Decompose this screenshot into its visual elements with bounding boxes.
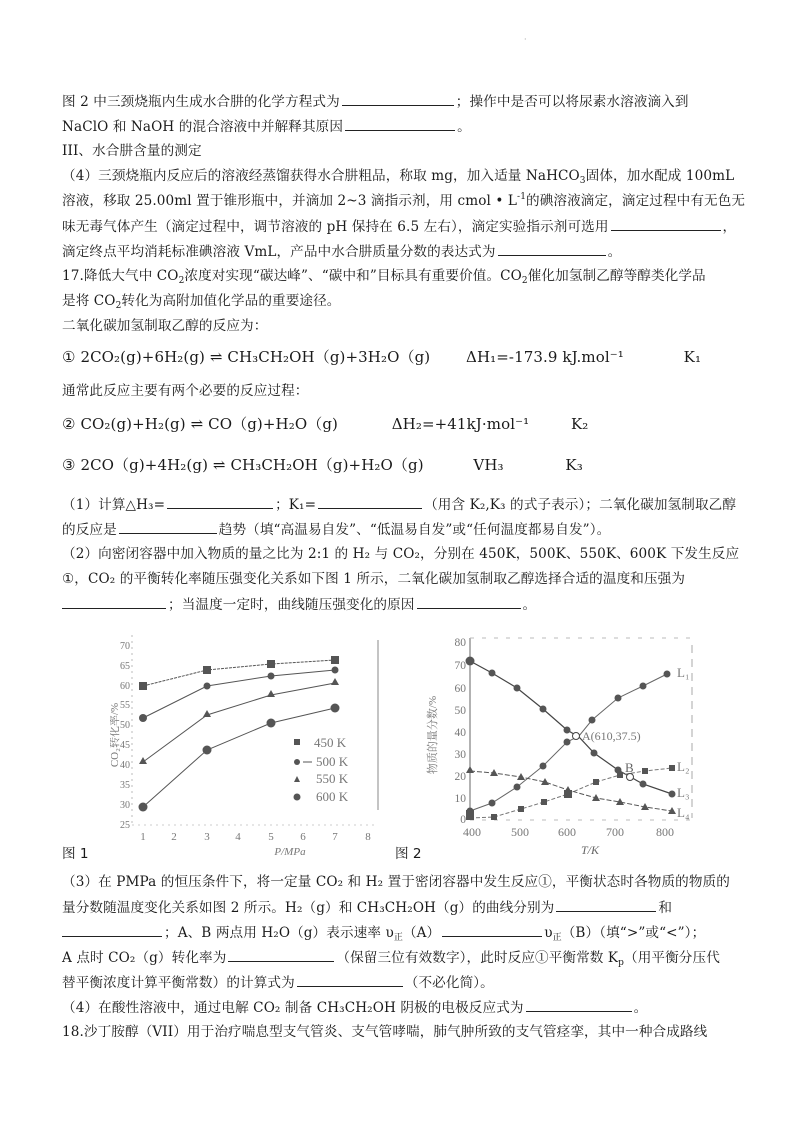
svg-text:8: 8 [365,831,371,843]
svg-text:40: 40 [454,727,466,739]
text: （用平衡分压代 [624,950,720,966]
superscript: -1 [517,192,527,202]
enthalpy-change: ΔH₁=-173.9 kJ.mol⁻¹ [466,348,624,366]
answer-blank[interactable] [345,116,455,131]
text: （B）（填“>”或“<”）； [561,925,706,941]
text: 。 [607,244,622,260]
text-line [62,216,736,237]
svg-text:65: 65 [120,661,130,672]
svg-text:50: 50 [120,720,130,731]
text: （不必化简）。 [404,975,494,991]
text-line [62,972,494,993]
svg-text:500 K: 500 K [316,754,349,769]
answer-blank[interactable] [526,997,632,1012]
svg-text:35: 35 [120,780,130,791]
subscript: 正 [393,933,403,943]
text: 滴定终点平均消耗标准碘溶液 VmL，产品中水合肼质量分数的表达式为 [62,244,496,260]
figure-1-xlabel: P/MPa [274,846,306,855]
svg-text:L₃: L₃ [677,785,690,800]
svg-text:50: 50 [454,705,466,717]
question-17-part-3 [62,872,730,892]
svg-text:800: 800 [656,825,674,839]
svg-text:30: 30 [120,800,130,811]
subscript: 2 [115,301,122,311]
svg-text:70: 70 [120,641,130,652]
svg-text:0: 0 [460,814,466,826]
text: （3）在 PMPa 的恒压条件下，将一定量 CO₂ 和 H₂ 置于密闭容器中发生反应①，平衡状态时各物质的物质的 [62,874,730,890]
figure-1-svg [110,625,400,855]
subscript: p [618,958,625,968]
svg-text:60: 60 [454,683,466,695]
text: 固体，加水配成 100mL [585,168,735,184]
text-line [62,91,689,112]
text: 转化为高附加值化学品的重要途径。 [121,293,341,309]
svg-text:600 K: 600 K [316,789,349,804]
question-18-intro [62,1022,707,1042]
text: （1）计算△H₃= [62,497,166,513]
answer-blank[interactable] [417,594,521,609]
equilibrium-arrow-icon: ⇌ [212,456,226,474]
figure-2-caption: 图 2 [395,846,422,862]
svg-text:400: 400 [463,825,481,839]
text: 通常此反应主要有两个必要的反应过程： [62,383,309,399]
section-heading [62,141,202,161]
text-line [62,241,621,262]
equation-lhs: CO₂(g)+H₂(g) [80,415,186,433]
figure-1-caption: 图 1 [62,846,89,862]
equation-number: ③ [62,456,76,474]
text: 是将 CO [62,293,116,309]
equilibrium-arrow-icon: ⇌ [190,415,204,433]
figure-1-legend [294,735,349,804]
figure-2-xlabel: T/K [580,843,600,857]
figure-2-svg [400,625,730,860]
text: 量分数随温度变化关系如图 2 所示。H₂（g）和 CH₃CH₂OH（g）的曲线分别为 [62,900,555,916]
question-17-intro [62,266,706,286]
text: ；K₁= [275,497,317,513]
text: （4）三颈烧瓶内反应后的溶液经蒸馏获得水合肼粗品，称取 mg，加入适量 NaHCO [62,168,580,184]
text: 图 2 中三颈烧瓶内生成水合肼的化学方程式为 [62,94,340,110]
equation-rhs: CO（g)+H₂O（g) [208,415,338,433]
svg-text:10: 10 [454,793,466,805]
text: （2）向密闭容器中加入物质的量之比为 2:1 的 H₂ 与 CO₂，分别在 450K，500K、550K、600K 下发生反应 [62,546,740,562]
svg-text:450 K: 450 K [314,735,347,750]
equation-3 [62,455,583,475]
point-b-label: B [625,760,634,775]
text: 18.沙丁胺醇（VII）用于治疗喘息型支气管炎、支气管哮喘，肺气肿所致的支气管痉挛，其中一种合成路线 [62,1024,708,1040]
text: 味无毒气体产生（滴定过程中，调节溶液的 pH 保持在 6.5 左右），滴定实验指示剂可选用 [62,219,609,235]
answer-blank[interactable] [556,897,656,912]
text: 催化加氢制乙醇等醇类化学品 [527,268,706,284]
svg-text:7: 7 [332,831,338,843]
subscript: 正 [552,933,562,943]
equation-1 [62,347,701,367]
equation-rhs: CH₃CH₂OH（g)+H₂O（g) [230,456,424,474]
text: A 点时 CO₂（g）转化率为 [62,950,227,966]
svg-text:L₂: L₂ [677,759,690,774]
equilibrium-constant: K₃ [565,456,583,474]
text-line [62,166,734,186]
answer-blank[interactable] [297,972,403,987]
text: （用含 K₂,K₃ 的式子表示）；二氧化碳加氢制取乙醇 [424,497,737,513]
text: 。 [457,119,471,135]
text: ， [722,219,737,235]
text: 替平衡浓度计算平衡常数）的计算式为 [62,975,295,991]
equation-lhs: 2CO₂(g)+6H₂(g) [80,348,205,366]
svg-text:L₁: L₁ [677,665,690,680]
point-a-marker [573,733,580,740]
answer-blank[interactable] [498,241,606,256]
text: ；操作中是否可以将尿素水溶液滴入到 [455,94,689,110]
svg-text:55: 55 [120,700,130,711]
svg-text:30: 30 [454,749,466,761]
equilibrium-constant: K₂ [570,415,589,433]
text: ；A、B 两点用 H₂O（g）表示速率 υ [164,925,394,941]
svg-text:20: 20 [454,771,466,783]
svg-text:550 K: 550 K [316,771,349,786]
text: （4）在酸性溶液中，通过电解 CO₂ 制备 CH₃CH₂OH 阴极的电极反应式为 [62,1000,524,1016]
answer-blank[interactable] [342,91,454,106]
svg-text:70: 70 [454,660,466,672]
text-line [62,569,685,589]
svg-text:L₄: L₄ [677,805,690,820]
svg-text:4: 4 [235,831,241,843]
answer-blank[interactable] [318,494,422,509]
svg-text:60: 60 [120,681,130,692]
text-line [62,922,705,943]
svg-text:80: 80 [454,637,466,649]
text-line [62,519,610,540]
equilibrium-arrow-icon: ⇌ [209,348,223,366]
text: 溶液，移取 25.00ml 置于锥形瓶中，并滴加 2~3 滴指示剂，用 cmol • L [62,193,518,209]
point-a-label: A(610,37.5) [582,729,641,743]
text: ；当温度一定时，曲线随压强变化的原因 [168,597,415,613]
text: （保留三位有效数字），此时反应①平衡常数 K [336,950,619,966]
text-line [62,116,471,137]
svg-text:40: 40 [120,760,130,771]
enthalpy-change: VH₃ [473,456,504,474]
figure-1-chart [110,625,400,855]
text: 二氧化碳加氢制取乙醇的反应为： [62,318,268,334]
answer-blank[interactable] [167,494,273,509]
svg-text:2: 2 [171,831,177,843]
text-line [62,947,720,968]
text-line [62,381,309,401]
figure-2-chart [400,625,730,860]
answer-blank[interactable] [62,922,162,937]
svg-text:5: 5 [268,831,274,843]
text: υ [544,925,553,941]
text: 17.降低大气中 CO [62,268,179,284]
answer-blank[interactable] [442,922,542,937]
svg-text:1: 1 [140,831,146,843]
answer-blank[interactable] [611,216,721,231]
question-17-part-1 [62,494,736,515]
equation-2 [62,414,588,434]
svg-text:6: 6 [300,831,306,843]
question-17-part-4 [62,997,647,1018]
equation-lhs: 2CO（g)+4H₂(g) [80,456,209,474]
answer-blank[interactable] [228,947,334,962]
text-line [62,897,672,918]
equilibrium-constant: K₁ [683,348,702,366]
equation-number: ② [62,415,76,433]
text: 的反应是 [62,522,117,538]
text: 的碘溶液滴定，滴定过程中有无色无 [526,193,746,209]
text-line [62,191,745,211]
subscript: 2 [521,276,528,286]
text: 和 [658,900,673,916]
svg-text:500: 500 [511,825,529,839]
text: 趋势（填“高温易自发”、“低温易自发”或“任何温度都易自发”）。 [218,522,611,538]
text: III、水合肼含量的测定 [62,143,202,159]
text: 。 [633,1000,648,1016]
text: 。 [522,597,537,613]
text: NaClO 和 NaOH 的混合溶液中并解释其原因 [62,119,344,135]
svg-text:700: 700 [606,825,624,839]
svg-text:45: 45 [120,740,130,751]
text-line [62,594,536,615]
page-mark: · [524,35,527,44]
text-line [62,316,267,336]
figure-1-ylabel: CO₂转化率/% [110,702,121,768]
svg-text:600: 600 [558,825,576,839]
answer-blank[interactable] [119,519,217,534]
equation-rhs: CH₃CH₂OH（g)+3H₂O（g) [227,348,431,366]
equation-number: ① [62,348,76,366]
answer-blank[interactable] [62,594,166,609]
enthalpy-change: ΔH₂=+41kJ·mol⁻¹ [391,415,530,433]
svg-text:3: 3 [204,831,210,843]
text: ①，CO₂ 的平衡转化率随压强变化关系如下图 1 所示，二氧化碳加氢制取乙醇选择合适的温度和压强为 [62,571,686,587]
text: （A） [402,925,441,941]
text: 浓度对实现“碳达峰”、“碳中和”目标具有重要价值。CO [184,268,522,284]
figure-2-ylabel: 物质的量分数/% [427,695,439,775]
subscript: 3 [579,176,586,186]
subscript: 2 [178,276,185,286]
question-17-part-2 [62,544,739,564]
text-line [62,291,341,311]
svg-text:25: 25 [120,820,130,831]
